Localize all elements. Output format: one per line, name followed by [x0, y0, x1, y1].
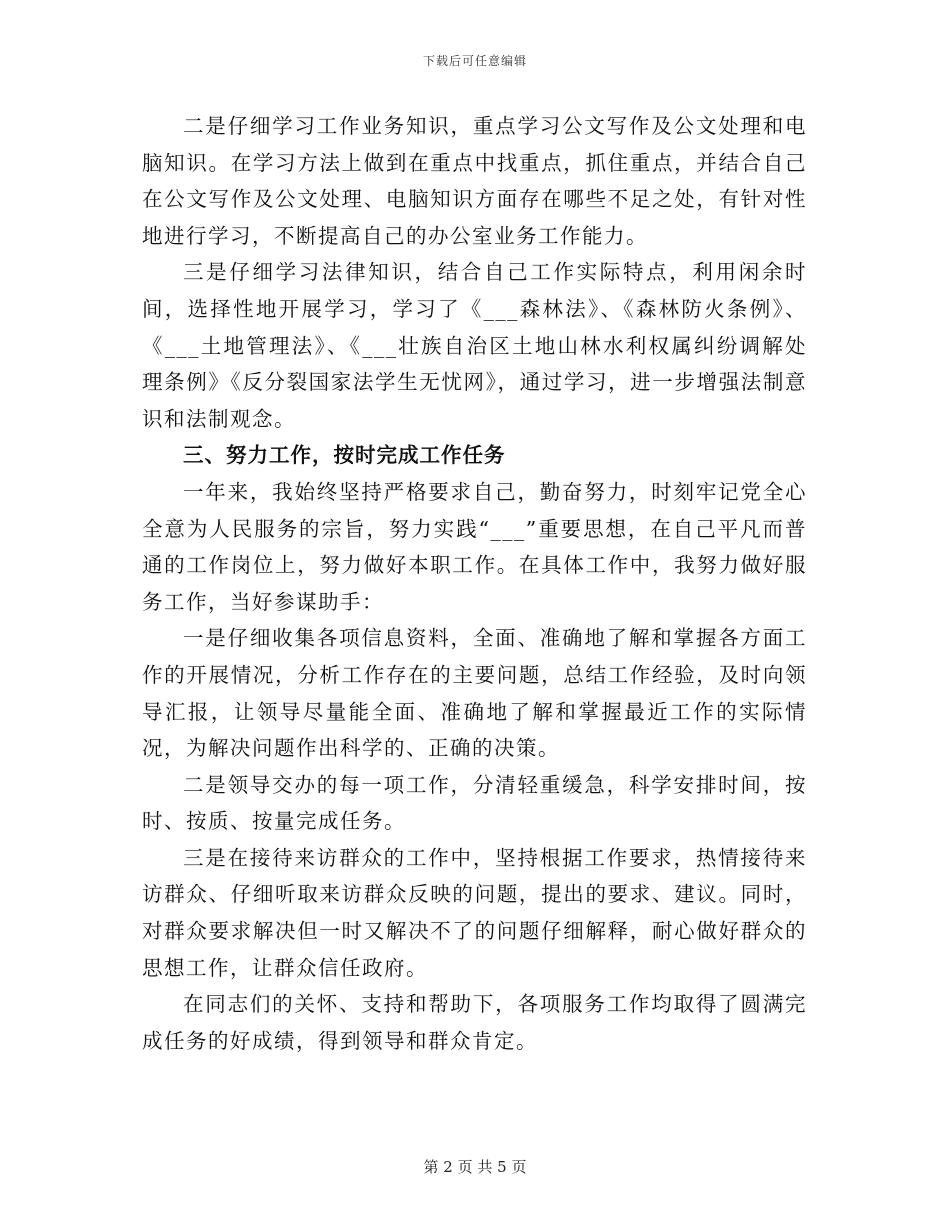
paragraph-collect-info: 一是仔细收集各项信息资料，全面、准确地了解和掌握各方面工作的开展情况，分析工作存在的主要问题，总结工作经验，及时向领导汇报，让领导尽量能全面、准确地了解和掌握最近工作的实际情况，为解决问题作出科学的、正确的决策。 [142, 626, 807, 761]
page-number-footer: 第 2 页 共 5 页 [423, 1158, 527, 1176]
paragraph-work-intro: 一年来，我始终坚持严格要求自己，勤奋努力，时刻牢记党全心全意为人民服务的宗旨，努力实践“___”重要思想，在自己平凡而普通的工作岗位上，努力做好本职工作。在具体工作中，我努力做好服务工作，当好参谋助手： [142, 479, 807, 614]
paragraph-study-law: 三是仔细学习法律知识，结合自己工作实际特点，利用闲余时间，选择性地开展学习，学习了《___森林法》、《森林防火条例》、《___土地管理法》、《___壮族自治区土地山林水利权属纠纷调解处理条例》《反分裂国家法学生无忧网》，通过学习，进一步增强法制意识和法制观念。 [142, 260, 807, 431]
section-heading-work: 三、努力工作，按时完成工作任务 [183, 443, 506, 468]
paragraph-achievement: 在同志们的关怀、支持和帮助下，各项服务工作均取得了圆满完成任务的好成绩，得到领导和群众肯定。 [142, 992, 807, 1053]
page-header: 下载后可任意编辑 [422, 54, 527, 68]
paragraph-reception: 三是在接待来访群众的工作中，坚持根据工作要求，热情接待来访群众、仔细听取来访群众反映的问题，提出的要求、建议。同时，对群众要求解决但一时又解决不了的问题仔细解释，耐心做好群众的思想工作，让群众信任政府。 [142, 845, 807, 980]
paragraph-assigned-tasks: 二是领导交办的每一项工作，分清轻重缓急，科学安排时间，按时、按质、按量完成任务。 [142, 772, 807, 834]
paragraph-study-business: 二是仔细学习工作业务知识，重点学习公文写作及公文处理和电脑知识。在学习方法上做到在重点中找重点，抓住重点，并结合自己在公文写作及公文处理、电脑知识方面存在哪些不足之处，有针对性地进行学习，不断提高自己的办公室业务工作能力。 [142, 114, 807, 248]
document-body [142, 108, 807, 1059]
